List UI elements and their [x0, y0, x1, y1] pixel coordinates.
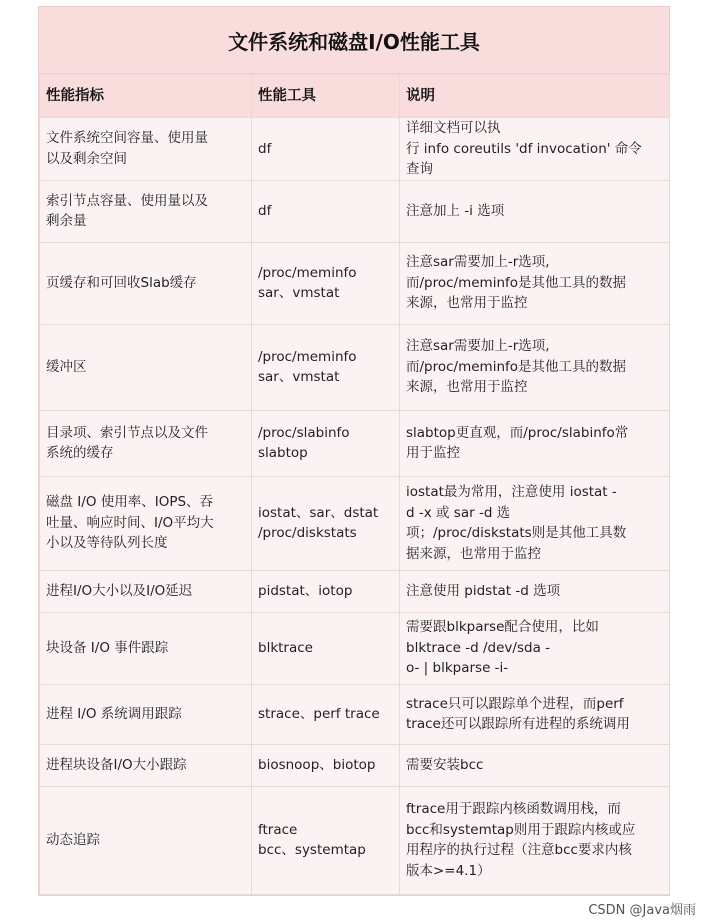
description-cell-line: slabtop更直观，而/proc/slabinfo常: [406, 424, 629, 441]
tool-cell-line: pidstat、iotop: [258, 582, 353, 599]
table-row: [40, 570, 670, 612]
description-cell-line: trace还可以跟踪所有进程的系统调用: [406, 716, 630, 732]
tool-cell: [252, 570, 400, 612]
metric-cell: [40, 612, 252, 684]
tool-cell-line: bcc、systemtap: [258, 842, 366, 858]
description-cell-line: 用于监控: [406, 445, 460, 461]
description-cell: [400, 242, 670, 324]
description-cell-line: 需要跟blkparse配合使用，比如: [406, 619, 599, 636]
performance-tools-table: [39, 74, 670, 895]
description-cell: [400, 476, 670, 570]
table-title: 文件系统和磁盘I/O性能工具: [39, 7, 669, 74]
csdn-watermark: CSDN @Java烟雨: [588, 903, 696, 918]
metric-cell: [40, 786, 252, 894]
metric-cell: [40, 324, 252, 410]
description-cell: [400, 324, 670, 410]
tool-cell: [252, 242, 400, 324]
tool-cell: [252, 786, 400, 894]
table-row: [40, 242, 670, 324]
table-row: [40, 180, 670, 242]
description-cell-line: 来源，也常用于监控: [406, 295, 528, 312]
tool-cell: [252, 684, 400, 744]
tool-cell: [252, 118, 400, 181]
description-cell-line: 注意sar需要加上-r选项,: [406, 338, 550, 355]
tool-cell: [252, 180, 400, 242]
metric-cell-line: 磁盘 I/O 使用率、IOPS、吞: [46, 494, 214, 511]
tool-cell-line: iostat、sar、dstat: [258, 504, 379, 521]
tool-cell: [252, 476, 400, 570]
description-cell-line: 需要安装bcc: [406, 756, 484, 773]
description-cell-line: 来源，也常用于监控: [406, 379, 528, 396]
header-tool: 性能工具: [252, 75, 400, 118]
tool-cell-line: biosnoop、biotop: [258, 756, 376, 773]
metric-cell-line: 页缓存和可回收Slab缓存: [46, 274, 197, 291]
tool-cell-line: /proc/slabinfo: [258, 424, 350, 441]
metric-cell: [40, 476, 252, 570]
metric-cell-line: 块设备 I/O 事件跟踪: [46, 639, 169, 656]
metric-cell: [40, 180, 252, 242]
description-cell: [400, 612, 670, 684]
metric-cell-line: 缓冲区: [46, 358, 87, 375]
description-cell-line: 注意加上 -i 选项: [406, 202, 505, 219]
description-cell: [400, 118, 670, 181]
metric-cell: [40, 410, 252, 476]
description-cell-line: 行 info coreutils 'df invocation' 命令: [406, 140, 642, 157]
table-row: [40, 324, 670, 410]
metric-cell-line: 进程块设备I/O大小跟踪: [46, 756, 187, 773]
metric-cell-line: 动态追踪: [46, 831, 100, 848]
header-description: 说明: [400, 75, 670, 118]
tool-cell-line: blktrace: [258, 639, 313, 656]
description-cell-line: strace只可以跟踪单个进程，而perf: [406, 695, 624, 712]
table-row: [40, 786, 670, 894]
description-cell-line: 据来源，也常用于监控: [406, 545, 541, 562]
header-row: [40, 75, 670, 118]
header-metric: 性能指标: [40, 75, 252, 118]
tool-cell: [252, 612, 400, 684]
tool-cell-line: sar、vmstat: [258, 285, 340, 301]
description-cell-line: o- | blkparse -i-: [406, 660, 509, 677]
tool-cell-line: df: [258, 202, 272, 219]
description-cell-line: 项；/proc/diskstats则是其他工具数: [406, 525, 627, 541]
metric-cell-line: 目录项、索引节点以及文件: [46, 424, 208, 441]
description-cell-line: ftrace用于跟踪内核函数调用栈，而: [406, 801, 621, 817]
metric-cell-line: 剩余量: [46, 213, 87, 229]
tool-cell-line: /proc/meminfo: [258, 264, 357, 281]
description-cell-line: 版本>=4.1）: [406, 862, 491, 879]
table-row: [40, 684, 670, 744]
metric-cell-line: 进程I/O大小以及I/O延迟: [46, 582, 193, 599]
description-cell-line: 注意使用 pidstat -d 选项: [406, 582, 561, 599]
tool-cell-line: slabtop: [258, 445, 308, 461]
table-row: [40, 476, 670, 570]
metric-cell-line: 小以及等待队列长度: [46, 535, 168, 552]
tool-cell-line: df: [258, 140, 272, 157]
description-cell-line: d -x 或 sar -d 选: [406, 504, 511, 521]
tool-cell-line: sar、vmstat: [258, 369, 340, 385]
tool-cell: [252, 744, 400, 786]
description-cell-line: 而/proc/meminfo是其他工具的数据: [406, 358, 627, 375]
description-cell-line: iostat最为常用，注意使用 iostat -: [406, 484, 617, 500]
metric-cell-line: 进程 I/O 系统调用跟踪: [46, 705, 182, 722]
description-cell-line: 详细文档可以执: [406, 120, 501, 136]
description-cell: [400, 570, 670, 612]
metric-cell-line: 吐量、响应时间、I/O平均大: [46, 514, 214, 531]
description-cell: [400, 180, 670, 242]
tool-cell-line: /proc/diskstats: [258, 525, 357, 541]
metric-cell-line: 文件系统空间容量、使用量: [46, 130, 208, 147]
metric-cell: [40, 118, 252, 181]
tool-cell: [252, 410, 400, 476]
table-row: [40, 744, 670, 786]
table-row: [40, 410, 670, 476]
description-cell: [400, 744, 670, 786]
tool-cell-line: ftrace: [258, 821, 298, 838]
tool-cell-line: /proc/meminfo: [258, 348, 357, 365]
metric-cell-line: 以及剩余空间: [46, 150, 127, 167]
description-cell: [400, 786, 670, 894]
table-row: [40, 118, 670, 181]
description-cell-line: blktrace -d /dev/sda -: [406, 639, 551, 656]
description-cell-line: 用程序的执行过程（注意bcc要求内核: [406, 842, 632, 858]
description-cell-line: 查询: [406, 161, 433, 177]
table-row: [40, 612, 670, 684]
description-cell: [400, 684, 670, 744]
metric-cell: [40, 684, 252, 744]
performance-tools-card: [38, 6, 670, 896]
tool-cell: [252, 324, 400, 410]
metric-cell: [40, 242, 252, 324]
description-cell-line: bcc和systemtap则用于跟踪内核或应: [406, 821, 636, 838]
description-cell-line: 注意sar需要加上-r选项,: [406, 254, 550, 271]
metric-cell-line: 系统的缓存: [46, 445, 114, 461]
tool-cell-line: strace、perf trace: [258, 705, 380, 722]
metric-cell: [40, 744, 252, 786]
description-cell: [400, 410, 670, 476]
description-cell-line: 而/proc/meminfo是其他工具的数据: [406, 274, 627, 291]
metric-cell-line: 索引节点容量、使用量以及: [46, 192, 208, 209]
metric-cell: [40, 570, 252, 612]
